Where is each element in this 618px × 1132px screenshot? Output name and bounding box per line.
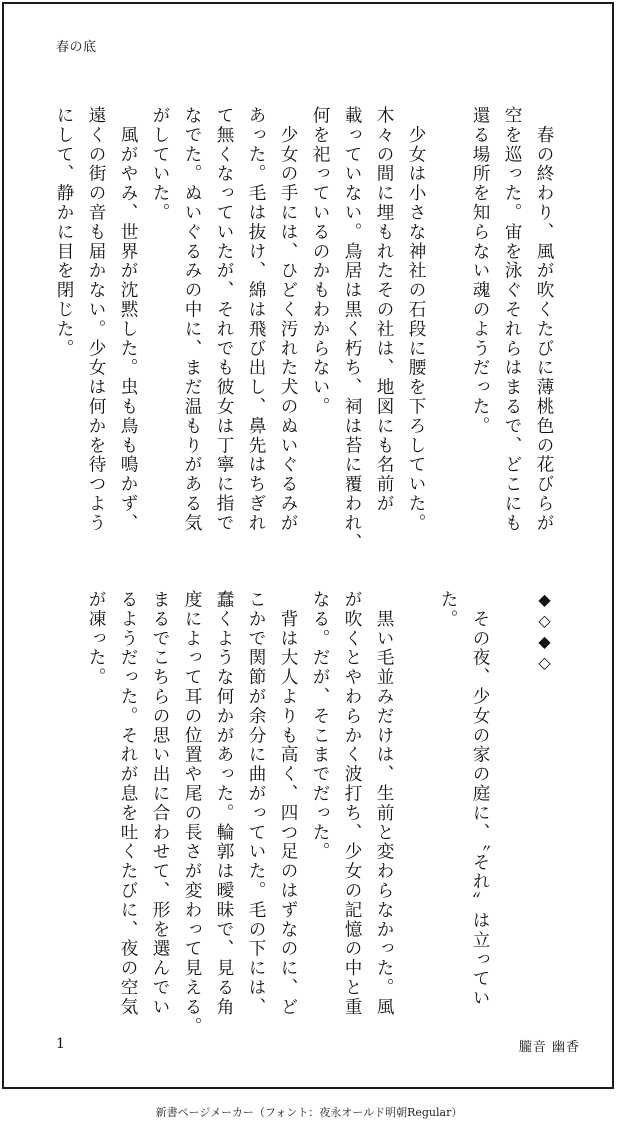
text-line: こかで関節が余分に曲がっていた。毛の下には、 [246, 590, 266, 1017]
text-line: 何を祀っているのかもわからない。 [310, 106, 330, 417]
text-line: にして、静かに目を閉じた。 [54, 106, 74, 359]
generator-caption: 新書ページメーカー（フォント：夜永オールド明朝Regular） [155, 1106, 463, 1119]
upper-text-block [48, 106, 560, 553]
text-line: 背は大人よりも高く、四つ足のはずなのに、ど [278, 590, 298, 1017]
paragraph-gap [496, 590, 528, 1020]
text-line: 少女の手には、ひどく汚れた犬のぬいぐるみが [278, 106, 298, 533]
text-line: 蠢くような何かがあった。輪郭は曖昧で、見る角 [214, 590, 234, 1017]
page-number: 1 [56, 1036, 65, 1052]
text-line: て無くなっていたが、それでも彼女は丁寧に指で [214, 106, 234, 533]
text-line: 少女は小さな神社の石段に腰を下ろしていた。 [406, 106, 426, 533]
text-line: なでた。ぬいぐるみの中に、まだ温もりがある気 [182, 106, 202, 533]
author-name: 朧音 幽香 [518, 1040, 580, 1055]
text-line: 木々の間に埋もれたその社は、地図にも名前が [374, 106, 394, 514]
text-line: 風がやみ、世界が沈黙した。虫も鳥も鳴かず、 [118, 106, 138, 533]
text-line: その夜、少女の家の庭に、〝それ〟は立ってい [470, 590, 490, 1008]
running-title: 春の底 [56, 40, 97, 55]
text-line: 遠くの街の音も届かない。少女は何かを待つよう [86, 106, 106, 533]
text-line: 度によって耳の位置や尾の長さが変わって見える。 [182, 590, 202, 1037]
paragraph-gap [432, 106, 464, 536]
text-line: が吹くとやわらかく波打ち、少女の記憶の中と重 [342, 590, 362, 1017]
text-line: が凍った。 [86, 590, 106, 687]
text-line: 黒い毛並みだけは、生前と変わらなかった。風 [374, 590, 394, 1017]
section-ornament: ◆◇◆◇ [535, 590, 554, 674]
text-line: あった。毛は抜け、綿は飛び出し、鼻先はちぎれ [246, 106, 266, 533]
lower-text-block [80, 590, 560, 1037]
text-line: なる。だが、そこまでだった。 [310, 590, 330, 862]
paragraph-gap [400, 590, 432, 1020]
text-line: 空を巡った。宙を泳ぐそれらはまるで、どこにも [502, 106, 522, 533]
text-line: がしていた。 [150, 106, 170, 223]
text-line: まるでこちらの思い出に合わせて、形を選んでい [150, 590, 170, 1017]
text-line: た。 [438, 590, 458, 629]
text-line: 春の終わり、風が吹くたびに薄桃色の花びらが [534, 106, 554, 533]
text-line: 還る場所を知らない魂のようだった。 [470, 106, 490, 436]
text-line: 載っていない。鳥居は黒く朽ち、祠は苔に覆われ、 [342, 106, 362, 553]
text-line: るようだった。それが息を吐くたびに、夜の空気 [118, 590, 138, 1017]
